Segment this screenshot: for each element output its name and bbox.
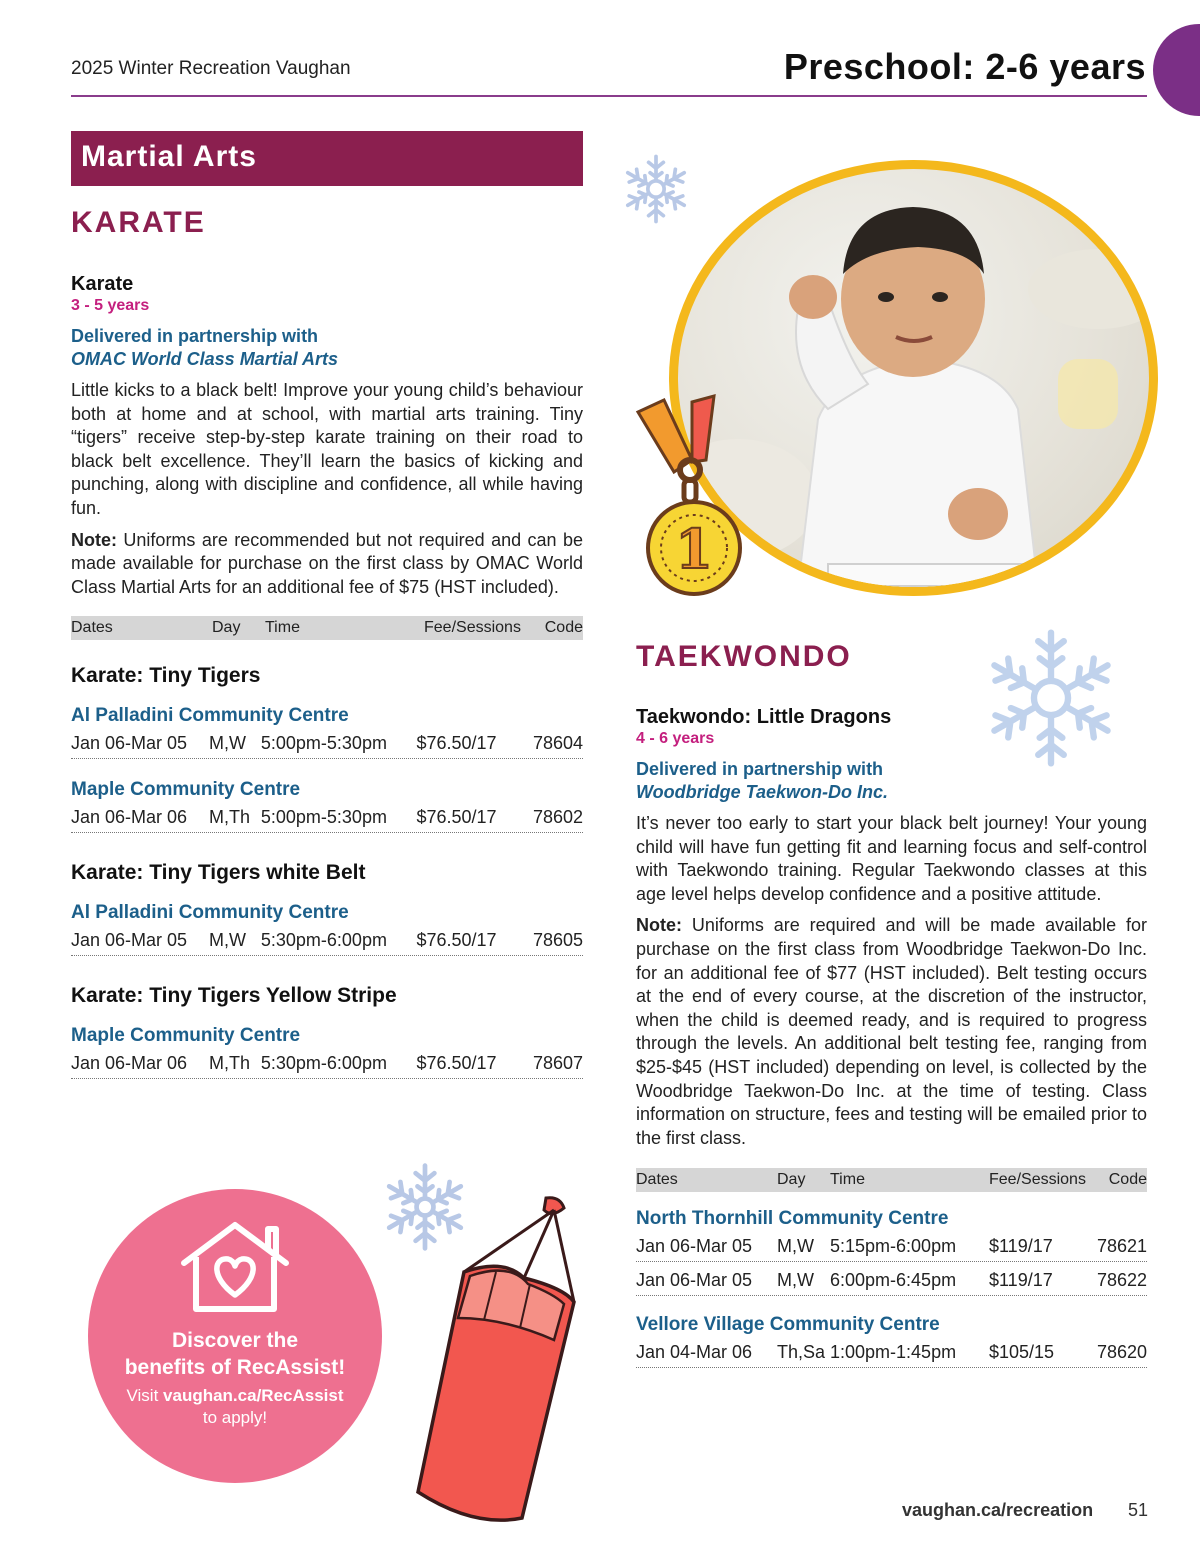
row-day: Th,Sa [777, 1342, 826, 1363]
recassist-apply-text: to apply! [202, 1408, 268, 1427]
karate-partner-line1: Delivered in partnership with [71, 326, 319, 346]
row-code: 78602 [532, 807, 584, 828]
taekwondo-age-range: 4 - 6 years [636, 730, 715, 747]
row-fee: $76.50/17 [416, 807, 497, 828]
table-row [636, 1338, 1147, 1368]
row-fee: $119/17 [989, 1236, 1053, 1257]
col-dates: Dates [71, 619, 113, 637]
row-fee: $119/17 [989, 1270, 1053, 1291]
table-row [636, 1266, 1147, 1296]
karate-description: Little kicks to a black belt! Improve your young child’s behaviour both at home and at school, with martial arts training. Tiny “tigers” receive step-by-step karate training on their road to black belt excellence. They’ll learn the basics of kicking and punching, along with discipline and confidence, all while having fun. [71, 380, 583, 518]
venue-name[interactable]: Al Palladini Community Centre [71, 705, 349, 727]
row-code: 78620 [1096, 1342, 1147, 1363]
col-dates: Dates [636, 1171, 678, 1189]
row-dates: Jan 06-Mar 05 [71, 733, 188, 754]
row-day: M,W [209, 930, 246, 951]
row-time: 5:00pm-5:30pm [260, 807, 387, 828]
row-time: 5:30pm-6:00pm [260, 1053, 387, 1074]
row-day: M,Th [209, 807, 251, 828]
col-day: Day [212, 619, 241, 637]
venue-name[interactable]: Vellore Village Community Centre [636, 1314, 940, 1336]
row-dates: Jan 06-Mar 05 [636, 1236, 753, 1257]
section-tab-marker [1153, 24, 1200, 116]
row-dates: Jan 06-Mar 06 [71, 1053, 188, 1074]
gold-medal-icon [634, 390, 754, 600]
taekwondo-column [636, 640, 1147, 1368]
house-heart-icon [176, 1217, 294, 1317]
row-day: M,W [777, 1236, 814, 1257]
page-number: 51 [1128, 1500, 1149, 1520]
row-day: M,Th [209, 1053, 251, 1074]
row-dates: Jan 06-Mar 06 [71, 807, 188, 828]
venue-name[interactable]: North Thornhill Community Centre [636, 1208, 949, 1230]
row-dates: Jan 06-Mar 05 [71, 930, 188, 951]
karate-column [71, 131, 583, 1079]
karate-note [71, 529, 583, 600]
row-fee: $76.50/17 [416, 733, 497, 754]
col-code: Code [1108, 1171, 1147, 1189]
karate-note-label: Note: [71, 529, 117, 550]
recassist-heading [88, 1327, 382, 1381]
col-time: Time [265, 619, 300, 637]
taekwondo-note [636, 914, 1147, 1150]
recassist-heading-line2: benefits of RecAssist! [124, 1356, 346, 1379]
table-row [71, 926, 583, 956]
karate-table-header [71, 616, 583, 640]
karate-program-title: Karate [71, 273, 134, 295]
taekwondo-note-text: Uniforms are required and will be made available for purchase on the first class from Woodbridge Taekwon-Do Inc. for an additional fee of $77 (HST included). Belt testing occurs at the end of every course, at the discretion of the instructor, when the child is deemed ready, and is required to progress through the levels. An additional belt testing fee, ranging from $25-$45 (HST included) depending on level, is collected by the Woodbridge Taekwon-Do Inc. at the time of testing. Class information on structure, fees and testing will be emailed prior to the first class. [636, 915, 1147, 1148]
taekwondo-partner-name: Woodbridge Taekwon-Do Inc. [636, 782, 888, 802]
recassist-heading-line1: Discover the [171, 1329, 299, 1352]
row-fee: $105/15 [989, 1342, 1055, 1363]
col-time: Time [830, 1171, 865, 1189]
karate-heading: KARATE [71, 206, 206, 239]
karate-age-range: 3 - 5 years [71, 297, 150, 314]
row-fee: $76.50/17 [416, 1053, 497, 1074]
taekwondo-description: It’s never too early to start your black belt journey! Your young child will have fun getting fit and learning focus and self-control with Taekwondo training. Regular Taekwondo classes at this age level helps develop confidence and a positive attitude. [636, 813, 1147, 904]
row-code: 78605 [532, 930, 584, 951]
row-time: 5:00pm-5:30pm [260, 733, 387, 754]
medal-number: 1 [675, 517, 713, 581]
venue-name[interactable]: Maple Community Centre [71, 1025, 301, 1047]
table-row [71, 803, 583, 833]
publication-title: 2025 Winter Recreation Vaughan [71, 58, 351, 79]
col-day: Day [777, 1171, 806, 1189]
taekwondo-note-label: Note: [636, 915, 682, 936]
recassist-subtext [88, 1385, 382, 1429]
row-fee: $76.50/17 [416, 930, 497, 951]
page-section-title: Preschool: 2-6 years [783, 46, 1146, 87]
row-time: 5:15pm-6:00pm [830, 1236, 957, 1257]
row-time: 1:00pm-1:45pm [830, 1342, 957, 1363]
table-row [71, 729, 583, 759]
karate-note-text: Uniforms are recommended but not required and can be made available for purchase on the first class by OMAC World Class Martial Arts for an additional fee of $75 (HST included). [71, 529, 583, 597]
taekwondo-table-header [636, 1168, 1147, 1192]
table-row [71, 1049, 583, 1079]
recassist-promo[interactable] [88, 1189, 382, 1483]
venue-name[interactable]: Maple Community Centre [71, 779, 301, 801]
col-fee-sessions: Fee/Sessions [424, 619, 521, 637]
row-time: 5:30pm-6:00pm [260, 930, 387, 951]
recassist-visit-label: Visit [126, 1386, 159, 1405]
venue-name[interactable]: Al Palladini Community Centre [71, 902, 349, 924]
table-row [636, 1232, 1147, 1262]
row-code: 78621 [1096, 1236, 1147, 1257]
taekwondo-partner-line1: Delivered in partnership with [636, 759, 884, 779]
header-divider [71, 95, 1147, 97]
row-code: 78607 [532, 1053, 584, 1074]
recassist-link[interactable]: vaughan.ca/RecAssist [163, 1386, 344, 1405]
taekwondo-partner [636, 758, 1147, 804]
martial-arts-banner: Martial Arts [71, 131, 583, 186]
col-fee-sessions: Fee/Sessions [989, 1171, 1086, 1189]
karate-partner [71, 325, 583, 371]
row-dates: Jan 04-Mar 06 [636, 1342, 753, 1363]
row-day: M,W [777, 1270, 814, 1291]
karate-partner-name: OMAC World Class Martial Arts [71, 349, 339, 369]
col-code: Code [544, 619, 583, 637]
footer-website-link[interactable]: vaughan.ca/recreation [902, 1500, 1094, 1520]
row-code: 78622 [1096, 1270, 1147, 1291]
row-dates: Jan 06-Mar 05 [636, 1270, 753, 1291]
row-time: 6:00pm-6:45pm [830, 1270, 957, 1291]
row-day: M,W [209, 733, 246, 754]
taekwondo-program-title: Taekwondo: Little Dragons [636, 706, 892, 728]
course-title: Karate: Tiny Tigers white Belt [71, 861, 366, 885]
row-code: 78604 [532, 733, 584, 754]
course-title: Karate: Tiny Tigers [71, 664, 261, 688]
punching-bag-icon [404, 1192, 604, 1532]
taekwondo-heading: TAEKWONDO [636, 640, 852, 673]
course-title: Karate: Tiny Tigers Yellow Stripe [71, 984, 397, 1008]
